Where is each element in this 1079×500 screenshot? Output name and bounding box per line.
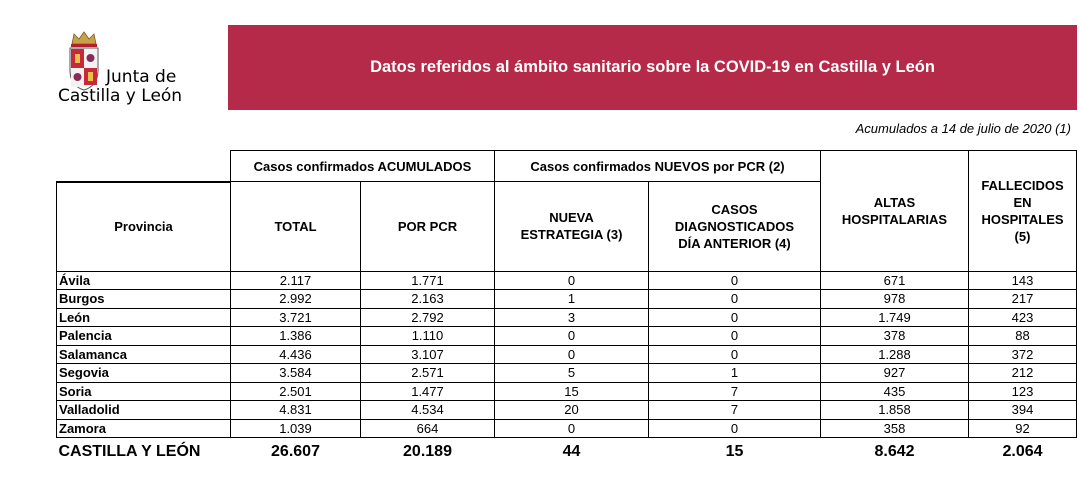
header-fallecidos: FALLECIDOS EN HOSPITALES (5) <box>969 151 1077 272</box>
date-subtitle: Acumulados a 14 de julio de 2020 (1) <box>855 121 1071 136</box>
header-provincia: Provincia <box>57 182 231 272</box>
table-row: Ávila 2.117 1.771 0 0 671 143 <box>57 271 1077 290</box>
group-nuevos: Casos confirmados NUEVOS por PCR (2) <box>495 151 821 182</box>
covid-data-table <box>56 150 1077 464</box>
table-row: León 3.721 2.792 3 0 1.749 423 <box>57 308 1077 327</box>
junta-logo <box>56 30 206 110</box>
header-total: TOTAL <box>231 182 361 272</box>
header-altas: ALTAS HOSPITALARIAS <box>821 151 969 272</box>
page-title-banner <box>228 25 1077 110</box>
page-title: Datos referidos al ámbito sanitario sobre la COVID-19 en Castilla y León <box>370 58 935 76</box>
total-row: CASTILLA Y LEÓN 26.607 20.189 44 15 8.642 2.064 <box>57 438 1077 465</box>
header-nueva-estrategia: NUEVA ESTRATEGIA (3) <box>495 182 649 272</box>
table-row: Valladolid 4.831 4.534 20 7 1.858 394 <box>57 401 1077 420</box>
table-row: Burgos 2.992 2.163 1 0 978 217 <box>57 290 1077 309</box>
header-por-pcr: POR PCR <box>361 182 495 272</box>
logo-line-1: Junta de <box>106 67 177 87</box>
table-row: Segovia 3.584 2.571 5 1 927 212 <box>57 364 1077 383</box>
header-casos-diagnosticados: CASOS DIAGNOSTICADOS DÍA ANTERIOR (4) <box>649 182 821 272</box>
table-row: Palencia 1.386 1.110 0 0 378 88 <box>57 327 1077 346</box>
table-row: Salamanca 4.436 3.107 0 0 1.288 372 <box>57 345 1077 364</box>
table-row: Soria 2.501 1.477 15 7 435 123 <box>57 382 1077 401</box>
total-label: CASTILLA Y LEÓN <box>58 442 201 460</box>
logo-line-2: Castilla y León <box>58 86 183 106</box>
table-row: Zamora 1.039 664 0 0 358 92 <box>57 419 1077 438</box>
group-acumulados: Casos confirmados ACUMULADOS <box>231 151 495 182</box>
